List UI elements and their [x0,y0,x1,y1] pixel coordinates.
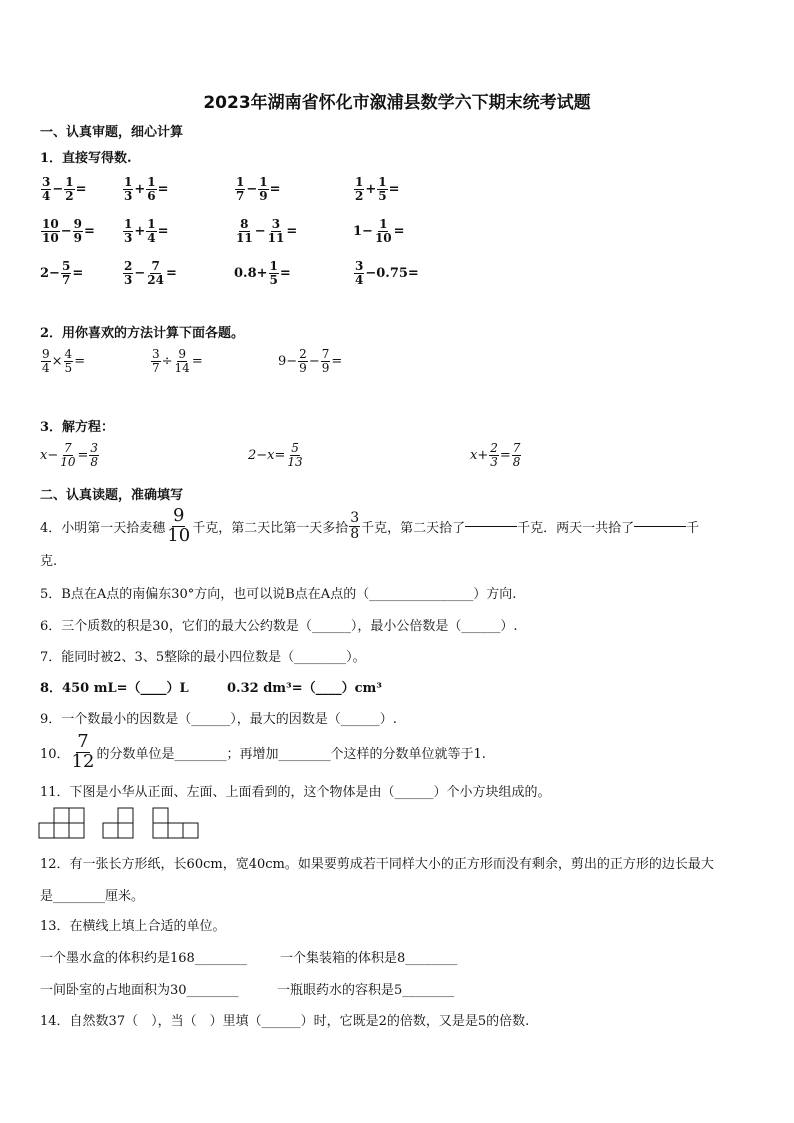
question-14: 14．自然数37（ ），当（ ）里填（______）时，它既是2的倍数，又是是5的倍数. [40,1014,530,1029]
q1-expression: $\frac{1}{3}$ + $\frac{1}{6}$ = [124,175,169,203]
q13-item-eye-drops: 一瓶眼药水的容积是5________ [277,983,455,998]
q3-equation-1: x− $\frac{7}{10}$ = $\frac{3}{8}$ [40,441,99,469]
fraction: $\frac{1}{3}$ [124,175,133,203]
q1-expression: 0.8 + $\frac{1}{5}$ = [234,259,291,287]
q13-item-container: 一个集装箱的体积是8________ [280,951,458,966]
fraction: $\frac{8}{11}$ [236,217,253,245]
section-heading-2: 二、认真读题，准确填写 [40,488,184,503]
section-heading-1: 一、认真审题，细心计算 [40,125,184,140]
left-view-figure [102,807,136,839]
fraction: $\frac{1}{3}$ [124,217,133,245]
fraction: $\frac{9}{4}$ [42,347,50,375]
q4-fraction-2: $\frac{3}{8}$ [350,510,360,542]
q2-expression-2: $\frac{3}{7}$ ÷ $\frac{9}{14}$ = [152,347,203,375]
question-4-continued: 克. [40,554,58,569]
q4-answer-blank-2[interactable] [634,526,686,527]
question-3-label: 3．解方程： [40,420,115,435]
top-view-figure [152,807,202,839]
question-2-label: 2．用你喜欢的方法计算下面各题。 [40,326,245,341]
q1-expression: 2 − $\frac{5}{7}$ = [40,259,84,287]
fraction: $\frac{1}{5}$ [269,259,278,287]
q1-expression: $\frac{8}{11}$ − $\frac{3}{11}$ = [236,217,298,245]
question-8-part-2: 0.32 dm³=（____）cm³ [227,681,382,696]
fraction: $\frac{10}{10}$ [42,217,59,245]
q3-equation-3: x+ $\frac{2}{3}$ = $\frac{7}{8}$ [470,441,521,469]
fraction: $\frac{3}{7}$ [152,347,160,375]
q1-expression: $\frac{3}{4}$ −0.75 = [355,259,419,287]
question-12: 12．有一张长方形纸，长60cm，宽40cm。如果要剪成若干同样大小的正方形而没有剩余，剪出的正方形的边长最大 [40,857,714,872]
fraction: $\frac{1}{4}$ [147,217,156,245]
fraction: $\frac{2}{3}$ [490,441,498,469]
fraction: $\frac{2}{3}$ [124,259,133,287]
q13-item-ink-box: 一个墨水盒的体积约是168________ [40,951,247,966]
fraction: $\frac{4}{5}$ [64,347,73,375]
fraction: $\frac{9}{9}$ [73,217,82,245]
question-8-part-1: 8．450 mL=（____）L [40,681,189,696]
q1-expression: $\frac{10}{10}$ − $\frac{9}{9}$ = [42,217,95,245]
fraction: $\frac{3}{8}$ [90,441,99,469]
page-title: 2023年湖南省怀化市溆浦县数学六下期末统考试题 [203,93,591,113]
q4-answer-blank-1[interactable] [465,526,517,527]
question-5: 5．B点在A点的南偏东30°方向，也可以说B点在A点的（________________）方向. [40,587,517,602]
q13-item-bedroom: 一间卧室的占地面积为30________ [40,983,239,998]
fraction: $\frac{3}{4}$ [42,175,51,203]
fraction: $\frac{7}{24}$ [147,259,164,287]
question-1-label: 1．直接写得数. [40,151,132,166]
q1-expression: 1 − $\frac{1}{10}$ = [353,217,405,245]
fraction: $\frac{1}{6}$ [147,175,156,203]
fraction: $\frac{3}{11}$ [267,217,285,245]
fraction: $\frac{9}{14}$ [174,347,190,375]
question-11: 11．下图是小华从正面、左面、上面看到的，这个物体是由（______）个小方块组成的。 [40,785,551,800]
fraction: $\frac{7}{8}$ [512,441,521,469]
q1-expression: $\frac{1}{3}$ + $\frac{1}{4}$ = [124,217,169,245]
q1-expression: $\frac{1}{7}$ − $\frac{1}{9}$ = [236,175,281,203]
q3-equation-2: 2−x= $\frac{5}{13}$ [248,441,303,469]
fraction: $\frac{7}{9}$ [321,347,330,375]
q2-expression-3: 9− $\frac{2}{9}$ − $\frac{7}{9}$ = [278,347,343,375]
question-13: 13．在横线上填上合适的单位。 [40,919,226,934]
q4-fraction-1: $\frac{9}{10}$ [167,505,191,546]
fraction: $\frac{1}{10}$ [374,217,392,245]
q10-fraction: $\frac{7}{12}$ [71,731,95,772]
fraction: $\frac{1}{2}$ [355,175,364,203]
question-7: 7．能同时被2、3、5整除的最小四位数是（________）。 [40,650,366,665]
fraction: $\frac{5}{13}$ [287,441,303,469]
fraction: $\frac{1}{2}$ [65,175,74,203]
front-view-figure [38,807,88,839]
fraction: $\frac{2}{9}$ [299,347,307,375]
q1-expression: $\frac{2}{3}$ − $\frac{7}{24}$ = [124,259,177,287]
fraction: $\frac{3}{4}$ [355,259,364,287]
question-12-continued: 是________厘米。 [40,889,145,904]
q1-expression: $\frac{3}{4}$ − $\frac{1}{2}$ = [42,175,87,203]
question-9: 9．一个数最小的因数是（______），最大的因数是（______）. [40,712,397,727]
fraction: $\frac{1}{7}$ [236,175,245,203]
fraction: $\frac{1}{5}$ [378,175,387,203]
fraction: $\frac{5}{7}$ [61,259,71,287]
question-6: 6．三个质数的积是30，它们的最大公约数是（______），最小公倍数是（______）. [40,619,518,634]
fraction: $\frac{7}{10}$ [60,441,76,469]
q1-expression: $\frac{1}{2}$ + $\frac{1}{5}$ = [355,175,400,203]
fraction: $\frac{1}{9}$ [259,175,268,203]
question-10: 10． $\frac{7}{12}$ 的分数单位是________；再增加________个这样的分数单位就等于1. [40,731,486,772]
q2-expression-1: $\frac{9}{4}$ × $\frac{4}{5}$ = [42,347,86,375]
question-4: 4．小明第一天拾麦穗 $\frac{9}{10}$ 千克，第二天比第一天多拾 $\frac{3}{8}$ 千克，第二天拾了 千克．两天一共拾了 千 [40,505,700,546]
